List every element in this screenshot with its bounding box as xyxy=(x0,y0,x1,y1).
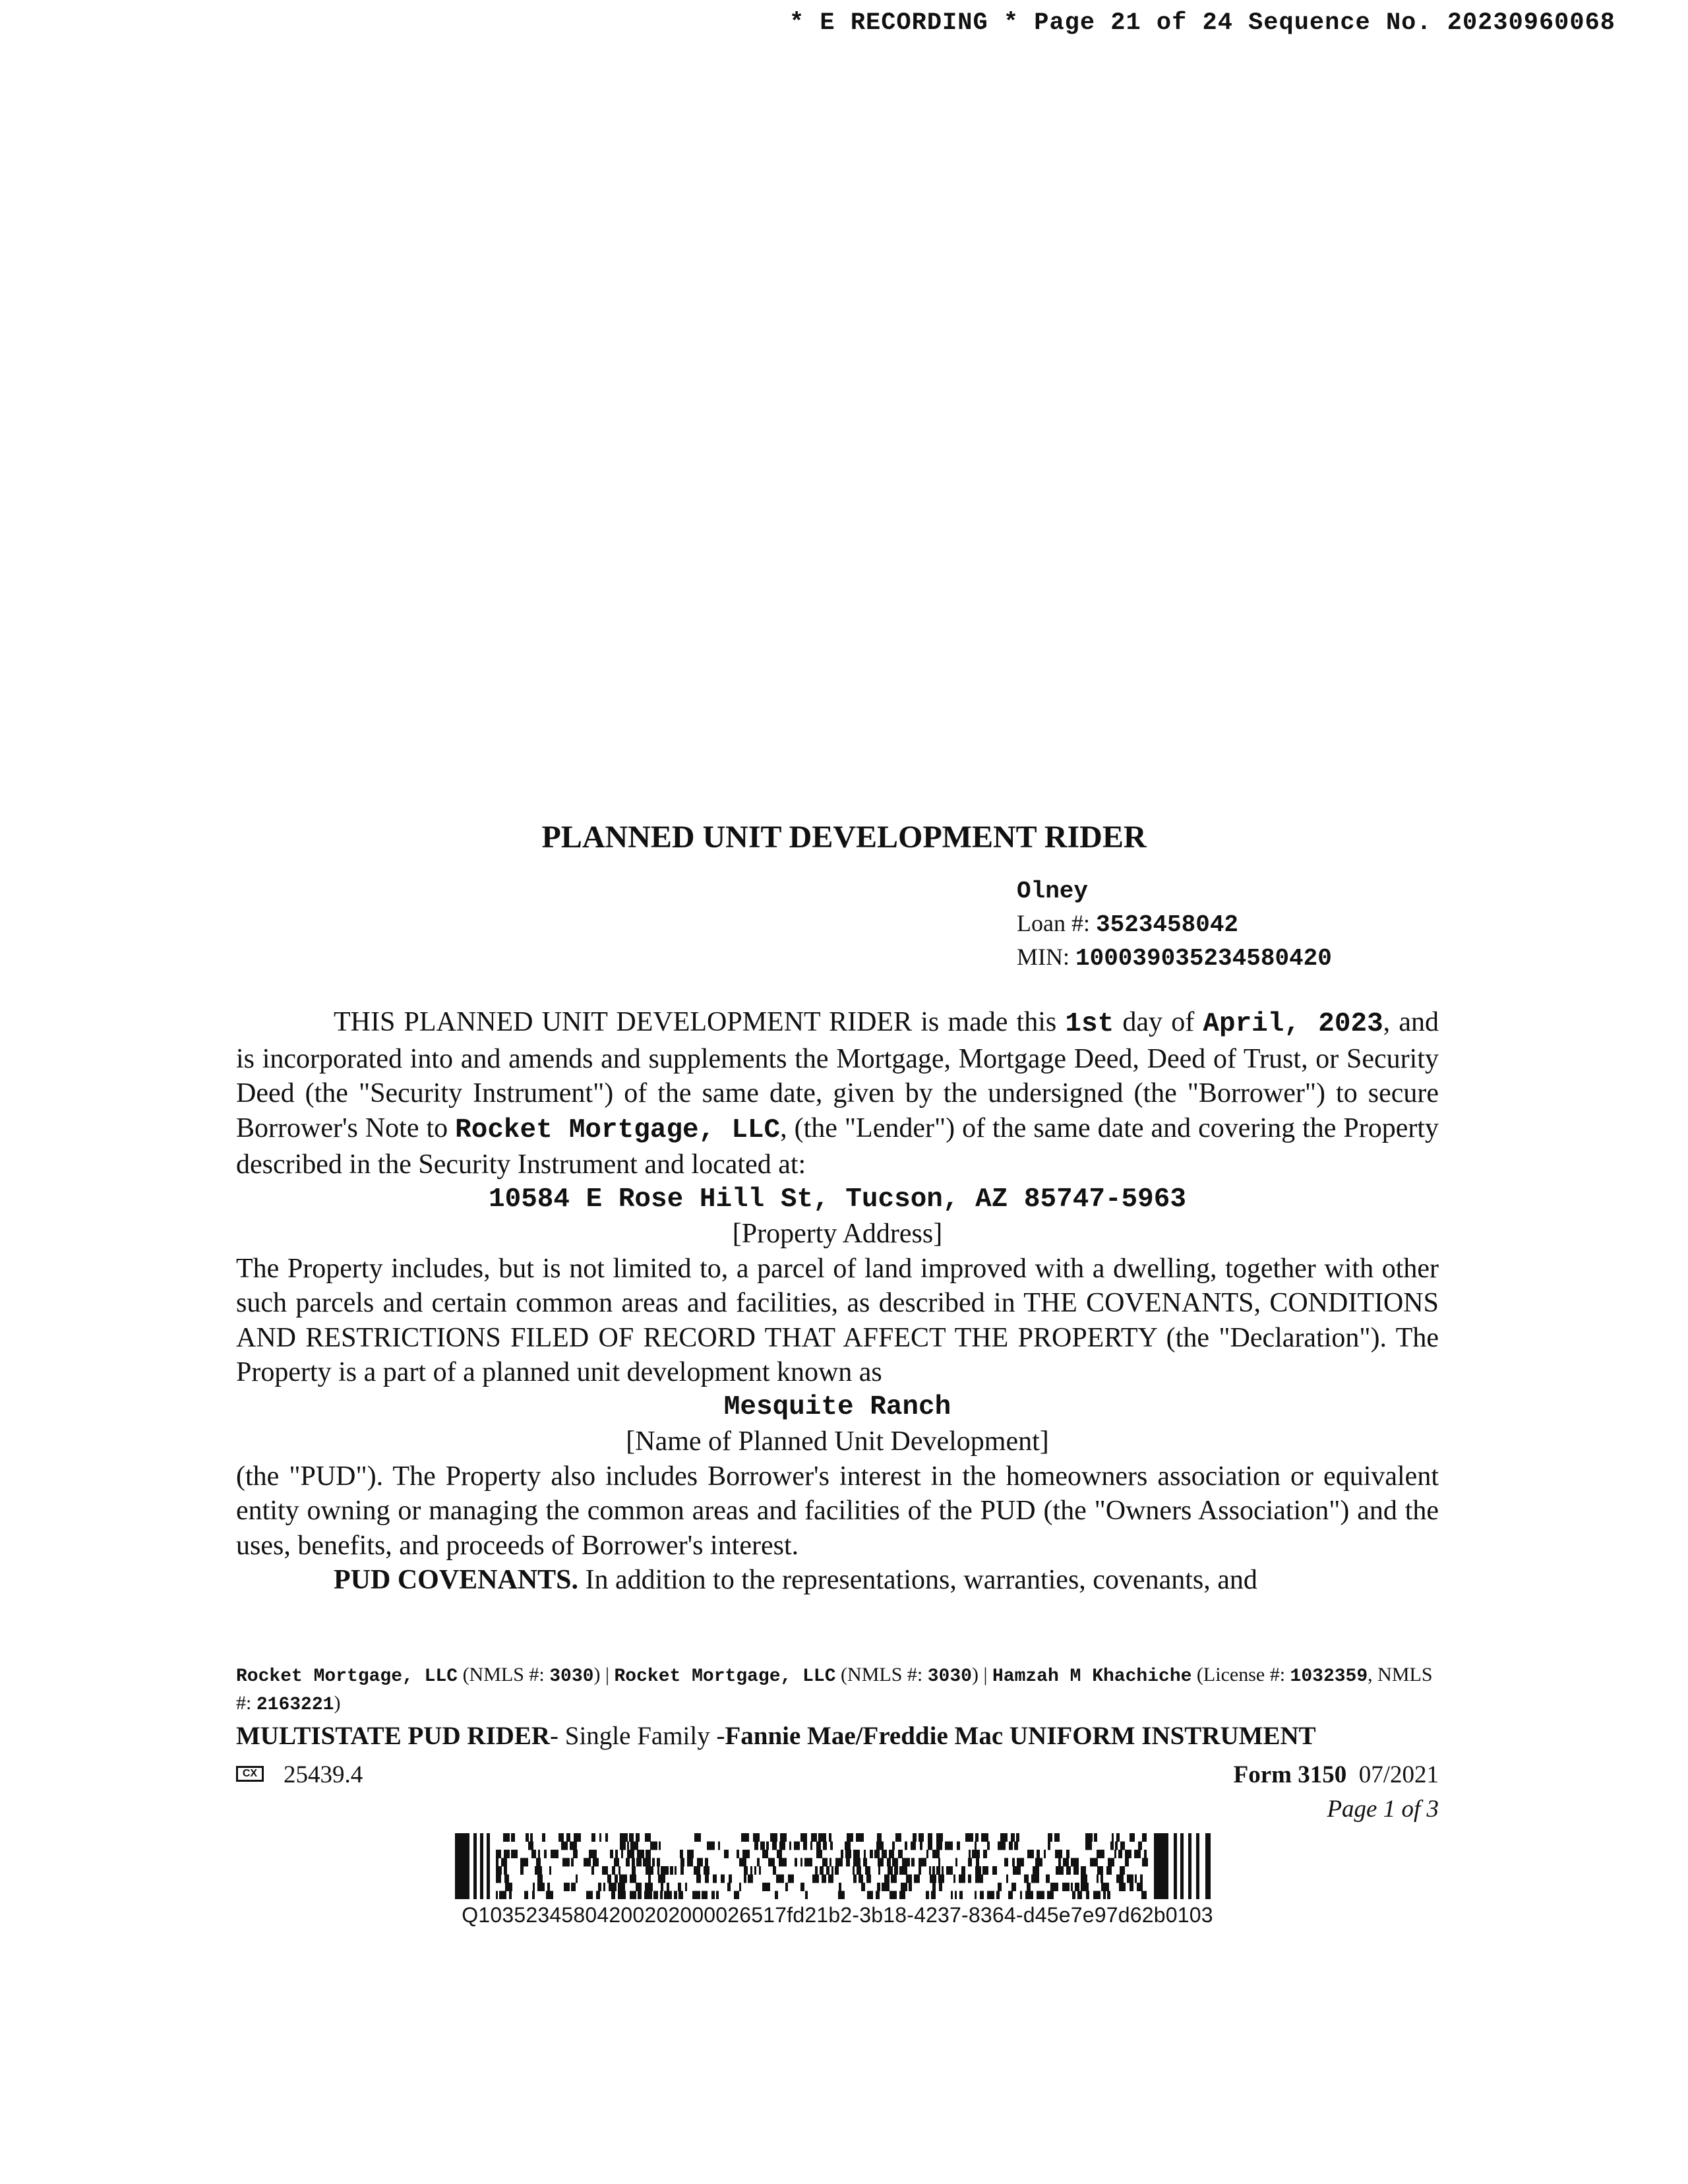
form-title-part-3: Fannie Mae/Freddie Mac UNIFORM INSTRUMENT xyxy=(725,1722,1316,1750)
footer-nmls-label-2: (NMLS #: xyxy=(835,1664,928,1685)
cx-logo-icon: CX xyxy=(236,1766,264,1782)
covenants-paragraph xyxy=(236,1563,1439,1598)
form-label: Form 3150 xyxy=(1233,1761,1347,1788)
covenants-text: In addition to the representations, warranties, covenants, and xyxy=(578,1565,1257,1595)
pud-name: Mesquite Ranch xyxy=(723,1391,951,1422)
footer-nmls-1: 3030 xyxy=(549,1666,594,1687)
pud-name-caption: [Name of Planned Unit Development] xyxy=(626,1426,1049,1457)
form-date: 07/2021 xyxy=(1358,1761,1439,1788)
footer-close-1: ) xyxy=(593,1664,601,1685)
footer-nmls-2: 3030 xyxy=(927,1666,972,1687)
footer-license-label: (License #: xyxy=(1191,1664,1290,1685)
rider-day: 1st xyxy=(1065,1009,1114,1039)
footer-sep-1: | xyxy=(600,1664,615,1685)
pud-paragraph: (the "PUD"). The Property also includes Borrower's interest in the homeowners association or equivalent entity owning or managing the common areas and facilities of the PUD (the "Owners Association") and the uses, benefits, and proceeds of Borrower's interest. xyxy=(236,1461,1439,1561)
loan-number: 3523458042 xyxy=(1095,911,1239,938)
intro-text-4: , (the "Lender") of the same date and covering the Property described in the Security Instrument and located at: xyxy=(236,1112,1439,1180)
property-address-caption: [Property Address] xyxy=(732,1219,943,1249)
form-number xyxy=(1234,1761,1439,1789)
barcode-image xyxy=(455,1833,1220,1899)
footer-nmls-label-3: , NMLS #: xyxy=(236,1664,1433,1714)
page-title xyxy=(0,819,1688,855)
form-info-row xyxy=(236,1761,1439,1794)
min-label: MIN: xyxy=(1017,944,1075,970)
rider-body xyxy=(236,1005,1439,1598)
page-number: Page 1 of 3 xyxy=(1327,1796,1439,1823)
lender-name: Rocket Mortgage, LLC xyxy=(455,1114,781,1145)
intro-text-3: , and is incorporated into and amends and supplements the Mortgage, Mortgage Deed, Deed of Trust, or Security Deed (the "Security Instrument") of the same date, given by the undersigned (the "Borrower") to secure Borrower's Note to xyxy=(236,1007,1439,1143)
footer-nmls-label-1: (NMLS #: xyxy=(458,1664,550,1685)
footer-lender-1: Rocket Mortgage, LLC xyxy=(236,1666,458,1687)
footer-nmls-3: 2163221 xyxy=(256,1695,334,1715)
min-number: 100039035234580420 xyxy=(1075,945,1332,972)
footer-close-2: ) xyxy=(971,1664,979,1685)
property-address: 10584 E Rose Hill St, Tucson, AZ 85747-5963 xyxy=(489,1184,1186,1215)
borrower-name: Olney xyxy=(1017,878,1089,905)
barcode-text: Q10352345804200202000026517fd21b2-3b18-4237-8364-d45e7e97d62b0103 xyxy=(462,1903,1213,1927)
intro-text-1: THIS PLANNED UNIT DEVELOPMENT RIDER is made this xyxy=(334,1007,1066,1037)
form-title-part-1: MULTISTATE PUD RIDER xyxy=(236,1722,551,1750)
footer-lender-2: Rocket Mortgage, LLC xyxy=(614,1666,836,1687)
loan-number-line xyxy=(1017,907,1332,941)
footer-close-3: ) xyxy=(334,1692,341,1714)
footer-lender-line xyxy=(236,1662,1439,1718)
loan-info-block xyxy=(1017,876,1332,975)
loan-label: Loan #: xyxy=(1017,910,1096,936)
recording-header: * E RECORDING * Page 21 of 24 Sequence No. 20230960068 xyxy=(789,9,1615,37)
title-text: PLANNED UNIT DEVELOPMENT RIDER xyxy=(541,820,1147,855)
footer-originator: Hamzah M Khachiche xyxy=(992,1666,1192,1687)
covenants-heading: PUD COVENANTS. xyxy=(334,1565,579,1595)
footer-license: 1032359 xyxy=(1290,1666,1368,1687)
min-line xyxy=(1017,941,1332,975)
intro-text-2: day of xyxy=(1114,1007,1203,1037)
form-title xyxy=(236,1721,1316,1751)
intro-paragraph xyxy=(236,1005,1439,1182)
form-title-part-2: - Single Family - xyxy=(550,1722,725,1750)
doc-code: 25439.4 xyxy=(284,1761,363,1788)
footer-sep-2: | xyxy=(978,1664,992,1685)
property-paragraph: The Property includes, but is not limited to, a parcel of land improved with a dwelling, together with other such parcels and certain common areas and facilities, as described in THE COVENANTS, CONDITIONS AND RESTRICTIONS FILED OF RECORD THAT AFFECT THE PROPERTY (the "Declaration"). The Property is a part of a planned unit development known as xyxy=(236,1253,1439,1387)
rider-month-year: April, 2023 xyxy=(1203,1009,1383,1039)
